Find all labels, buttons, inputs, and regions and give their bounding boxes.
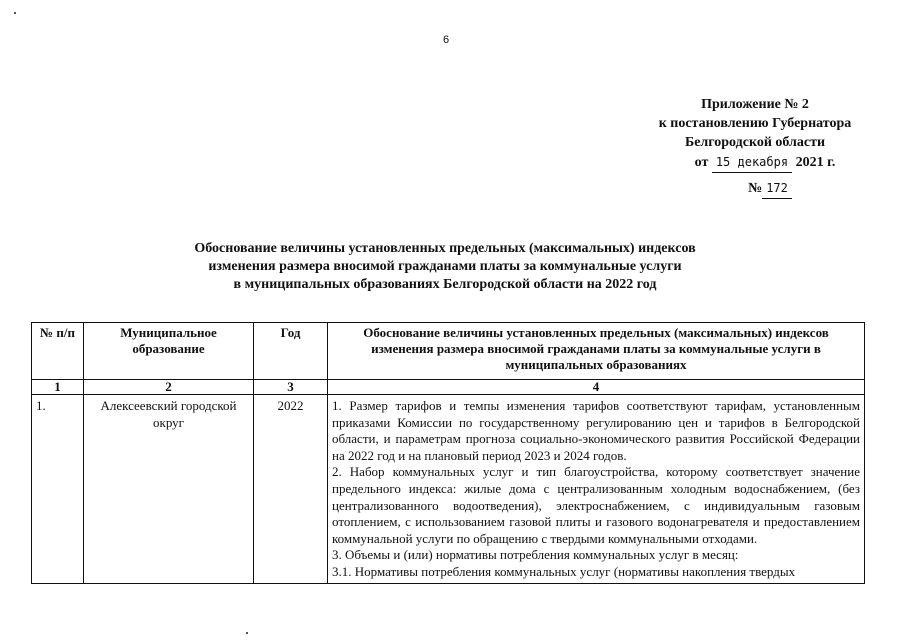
number-prefix: № xyxy=(748,181,763,196)
column-number: 1 xyxy=(32,380,84,395)
header-municipality: Муниципальное образование xyxy=(84,323,254,380)
page-cut-off xyxy=(0,596,905,640)
index-justification-table xyxy=(31,322,865,584)
date-suffix: 2021 г. xyxy=(795,155,836,170)
title-line-3: в муниципальных образованиях Белгородской области на 2022 год xyxy=(233,277,657,292)
appendix-region: Белгородской области xyxy=(684,135,826,150)
appendix-decree: к постановлению Губернатора xyxy=(658,116,852,131)
justification-paragraph: 3.1. Нормативы потребления коммунальных услуг (нормативы накопления твердых xyxy=(332,563,796,579)
title-line-1: Обоснование величины установленных предельных (максимальных) индексов xyxy=(194,241,696,256)
table-header-row xyxy=(32,323,865,380)
date-prefix: от xyxy=(694,155,709,170)
scan-speck xyxy=(14,12,16,14)
column-number: 3 xyxy=(254,380,328,395)
column-number-row xyxy=(32,380,865,395)
column-number: 4 xyxy=(328,380,865,395)
column-number: 2 xyxy=(84,380,254,395)
scan-speck xyxy=(246,632,248,634)
header-number: № п/п xyxy=(32,323,84,380)
title-line-2: изменения размера вносимой гражданами платы за коммунальные услуги xyxy=(208,259,682,274)
table-row xyxy=(32,395,865,584)
document-title xyxy=(150,240,740,294)
number-handwritten: 172 xyxy=(762,179,792,199)
header-justification: Обоснование величины установленных предельных (максимальных) индексов изменения размера вносимой гражданами платы за коммунальные услуги в муниципальных образованиях xyxy=(328,323,865,380)
justification-paragraph: 1. Размер тарифов и темпы изменения тарифов соответствуют тарифам, установленным приказами Комиссии по государственному регулированию цен и тарифов в Белгородской области, и параметрам прогноза социально-экономического развития Российской Федерации на 2022 год и на плановый период 2023 и 2024 годов. xyxy=(332,398,860,463)
justification-paragraph: 2. Набор коммунальных услуг и тип благоустройства, которому соответствует значение предельного индекса: жилые дома с централизованным холодным водоснабжением, (без централизованного водоотведения), электроснабжением, с индивидуальным газовым отоплением, с использованием газовой плиты и газового водонагревателя и предоставлением коммунальной услуги по обращению с твердыми коммунальными отходами. xyxy=(332,464,860,546)
header-year: Год xyxy=(254,323,328,380)
appendix-header xyxy=(640,95,870,199)
row-justification xyxy=(328,395,865,584)
row-number: 1. xyxy=(32,395,84,584)
date-handwritten: 15 декабря xyxy=(712,153,792,173)
row-municipality: Алексеевский городской округ xyxy=(84,395,254,584)
row-year: 2022 xyxy=(254,395,328,584)
appendix-number xyxy=(640,179,870,199)
justification-paragraph: 3. Объемы и (или) нормативы потребления коммунальных услуг в месяц: xyxy=(332,547,739,563)
appendix-date xyxy=(640,153,870,173)
page-number: 6 xyxy=(442,34,450,46)
appendix-title: Приложение № 2 xyxy=(701,97,809,112)
